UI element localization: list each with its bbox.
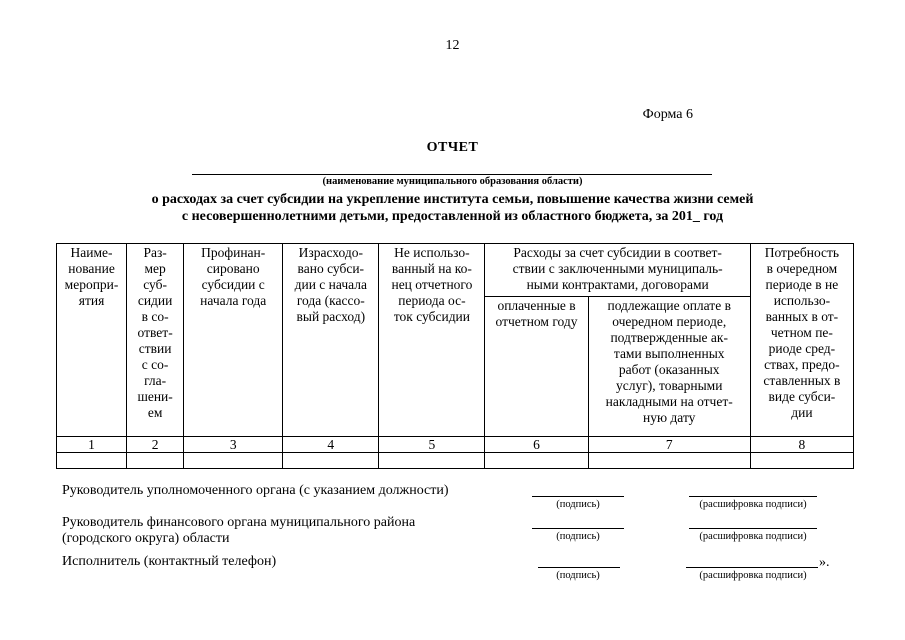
header-financed: Профинан- сировано субсидии с начала года (184, 244, 283, 437)
signature-caption: (подпись) (556, 570, 600, 581)
signature-label-finance-head-line1: Руководитель финансового органа муниципального района (62, 515, 416, 530)
municipality-caption: (наименование муниципального образования области) (322, 176, 583, 187)
signature-label-authorized-head: Руководитель уполномоченного органа (с указанием должности) (62, 483, 449, 498)
signature-caption: (подпись) (556, 531, 600, 542)
signature-caption: (подпись) (556, 499, 600, 510)
form-label: Форма 6 (642, 107, 693, 122)
header-to-be-paid: подлежащие оплате в очередном периоде, подтвержденные ак- тами выполненных работ (оказанных услуг), товарными накладными на отчет- ную дату (588, 297, 750, 437)
table-cell (750, 453, 853, 469)
table-cell (184, 453, 283, 469)
header-spent: Израсходо- вано субси- дии с начала года (кассо- вый расход) (283, 244, 379, 437)
signature-decode-line (686, 567, 818, 568)
column-number: 5 (379, 437, 485, 453)
column-number: 8 (750, 437, 853, 453)
table-cell (283, 453, 379, 469)
table-cell (57, 453, 127, 469)
header-row-top (57, 244, 854, 297)
signature-decode-line (689, 528, 817, 529)
column-number: 4 (283, 437, 379, 453)
signature-line (532, 528, 624, 529)
closing-quote: ». (819, 555, 830, 570)
signature-decode-caption: (расшифровка подписи) (699, 570, 807, 581)
column-number: 1 (57, 437, 127, 453)
signature-decode-caption: (расшифровка подписи) (699, 499, 807, 510)
header-measure-name: Наиме- нование меропри- ятия (57, 244, 127, 437)
report-table (56, 243, 854, 469)
header-need-next-period: Потребность в очередном периоде в не использо- ванных в от- четном пе- риоде сред- ствах, предо- ставленных в виде субси- дии (750, 244, 853, 437)
report-title: ОТЧЕТ (426, 140, 479, 155)
report-subtitle-line1: о расходах за счет субсидии на укрепление института семьи, повышение качества жизни семей (151, 192, 754, 207)
table-cell (588, 453, 750, 469)
table-cell (379, 453, 485, 469)
signature-decode-caption: (расшифровка подписи) (699, 531, 807, 542)
signature-line (532, 496, 624, 497)
empty-data-row (57, 453, 854, 469)
header-paid: оплаченные в отчетном году (485, 297, 588, 437)
table-cell (127, 453, 184, 469)
signature-decode-line (689, 496, 817, 497)
header-subsidy-amount: Раз- мер суб- сидии в со- ответ- ствии с со- гла- шени- ем (127, 244, 184, 437)
header-unused-balance: Не использо- ванный на ко- нец отчетного периода ос- ток субсидии (379, 244, 485, 437)
report-subtitle-line2: с несовершеннолетними детьми, предоставленной из областного бюджета, за 201_ год (181, 209, 724, 224)
column-number: 6 (485, 437, 588, 453)
column-number: 2 (127, 437, 184, 453)
header-contract-expenses: Расходы за счет субсидии в соответ- ствии с заключенными муниципаль- ными контрактами, договорами (485, 244, 750, 297)
column-number: 3 (184, 437, 283, 453)
municipality-fill-line (192, 174, 712, 175)
signature-line (538, 567, 620, 568)
signature-label-finance-head-line2: (городского округа) области (62, 531, 230, 546)
page-number: 12 (445, 38, 460, 53)
table-cell (485, 453, 588, 469)
column-number: 7 (588, 437, 750, 453)
column-number-row (57, 437, 854, 453)
signature-label-executor: Исполнитель (контактный телефон) (62, 554, 277, 569)
